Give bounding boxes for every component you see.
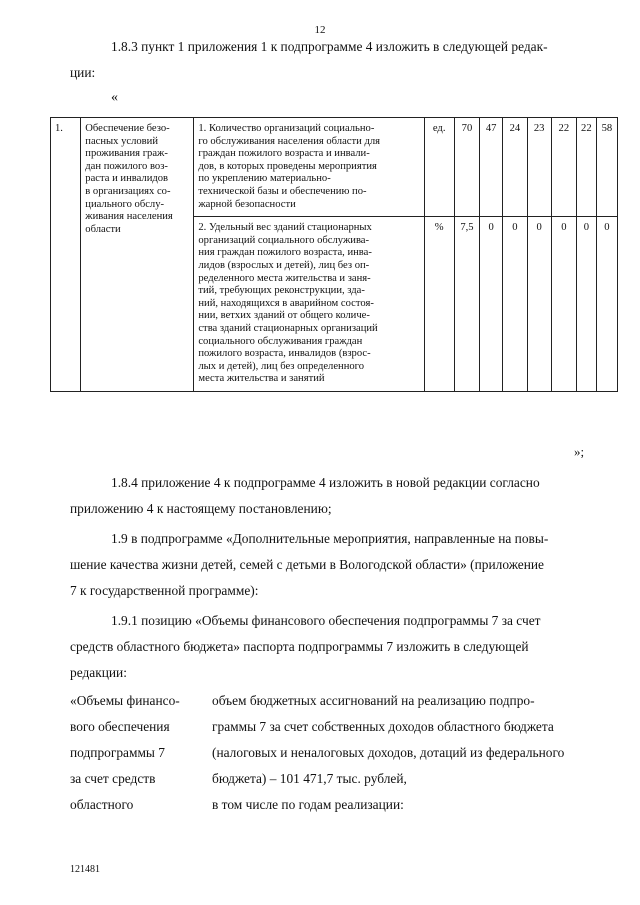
indicator-text-cell: 2. Удельный вес зданий стационарных организаций социального обслужива- ния граждан пожилого возраста, инва- лидов (взрослых и детей), лиц без оп- ределенного места жительства и заня- тий, требующих реконструкции, зда- ний, находящихся в аварийном состоя- нии, ветхих зданий от общего количе- ства зданий стационарных организаций социального обслуживания граждан пожилого возраста, инвалидов (взрос- лых и детей), лиц без определенного места жительства и занятий [194, 217, 424, 392]
passport-label-line: подпрограммы 7 [70, 745, 165, 760]
value-cell: 0 [596, 217, 617, 392]
closing-quote: »; [574, 444, 585, 459]
paragraph-1-8-4-line1: 1.8.4 приложение 4 к подпрограмме 4 изложить в новой редакции согласно [111, 475, 540, 490]
opening-quote: « [111, 90, 118, 105]
value-cell: 0 [551, 217, 576, 392]
unit-cell: % [424, 217, 454, 392]
passport-value-line: (налоговых и неналоговых доходов, дотаций из федерального [212, 745, 565, 760]
value-cell: 47 [480, 118, 503, 217]
paragraph-1-9-1-line3: редакции: [70, 665, 127, 680]
passport-label-line: вого обеспечения [70, 719, 170, 734]
paragraph-1-9-line2: шение качества жизни детей, семей с детьми в Вологодской области» (приложение [70, 557, 544, 572]
paragraph-1-8-4-line2: приложению 4 к настоящему постановлению; [70, 501, 332, 516]
indicator-text-cell: 1. Количество организаций социально- го обслуживания населения области для граждан пожилого возраста и инвали- дов, в которых проведены мероприятия по укреплению материально- технической базы и обеспечению по- жарной безопасности [194, 118, 424, 217]
value-cell: 70 [454, 118, 479, 217]
passport-label-line: за счет средств [70, 771, 156, 786]
passport-value-line: объем бюджетных ассигнований на реализацию подпро- [212, 693, 535, 708]
value-cell: 0 [480, 217, 503, 392]
value-cell: 22 [551, 118, 576, 217]
value-cell: 0 [576, 217, 596, 392]
value-cell: 0 [527, 217, 551, 392]
value-cell: 22 [576, 118, 596, 217]
paragraph-1-9-1-line1: 1.9.1 позицию «Объемы финансового обеспечения подпрограммы 7 за счет [111, 613, 541, 628]
paragraph-1-9-line1: 1.9 в подпрограмме «Дополнительные мероприятия, направленные на повы- [111, 531, 549, 546]
page-number: 12 [314, 24, 326, 36]
value-cell: 7,5 [454, 217, 479, 392]
indicators-table [50, 117, 618, 392]
passport-value-line: в том числе по годам реализации: [212, 797, 404, 812]
table-row [51, 118, 618, 217]
unit-cell: ед. [424, 118, 454, 217]
paragraph-1-8-3-line1: 1.8.3 пункт 1 приложения 1 к подпрограмме 4 изложить в следующей редак- [111, 39, 548, 54]
value-cell: 24 [503, 118, 527, 217]
passport-value-line: бюджета) – 101 471,7 тыс. рублей, [212, 771, 407, 786]
paragraph-1-8-3-line2: ции: [70, 65, 96, 80]
row-number-cell: 1. [51, 118, 81, 392]
paragraph-1-9-1-line2: средств областного бюджета» паспорта подпрограммы 7 изложить в следующей [70, 639, 529, 654]
task-cell: Обеспечение безо- пасных условий проживания граж- дан пожилого воз- раста и инвалидов в организациях со- циального обслу- живания населения области [81, 118, 194, 392]
passport-label-line: областного [70, 797, 134, 812]
value-cell: 0 [503, 217, 527, 392]
passport-label-line: «Объемы финансо- [70, 693, 180, 708]
paragraph-1-9-line3: 7 к государственной программе): [70, 583, 259, 598]
passport-value-line: граммы 7 за счет собственных доходов областного бюджета [212, 719, 554, 734]
value-cell: 58 [596, 118, 617, 217]
value-cell: 23 [527, 118, 551, 217]
document-id: 121481 [70, 864, 100, 875]
